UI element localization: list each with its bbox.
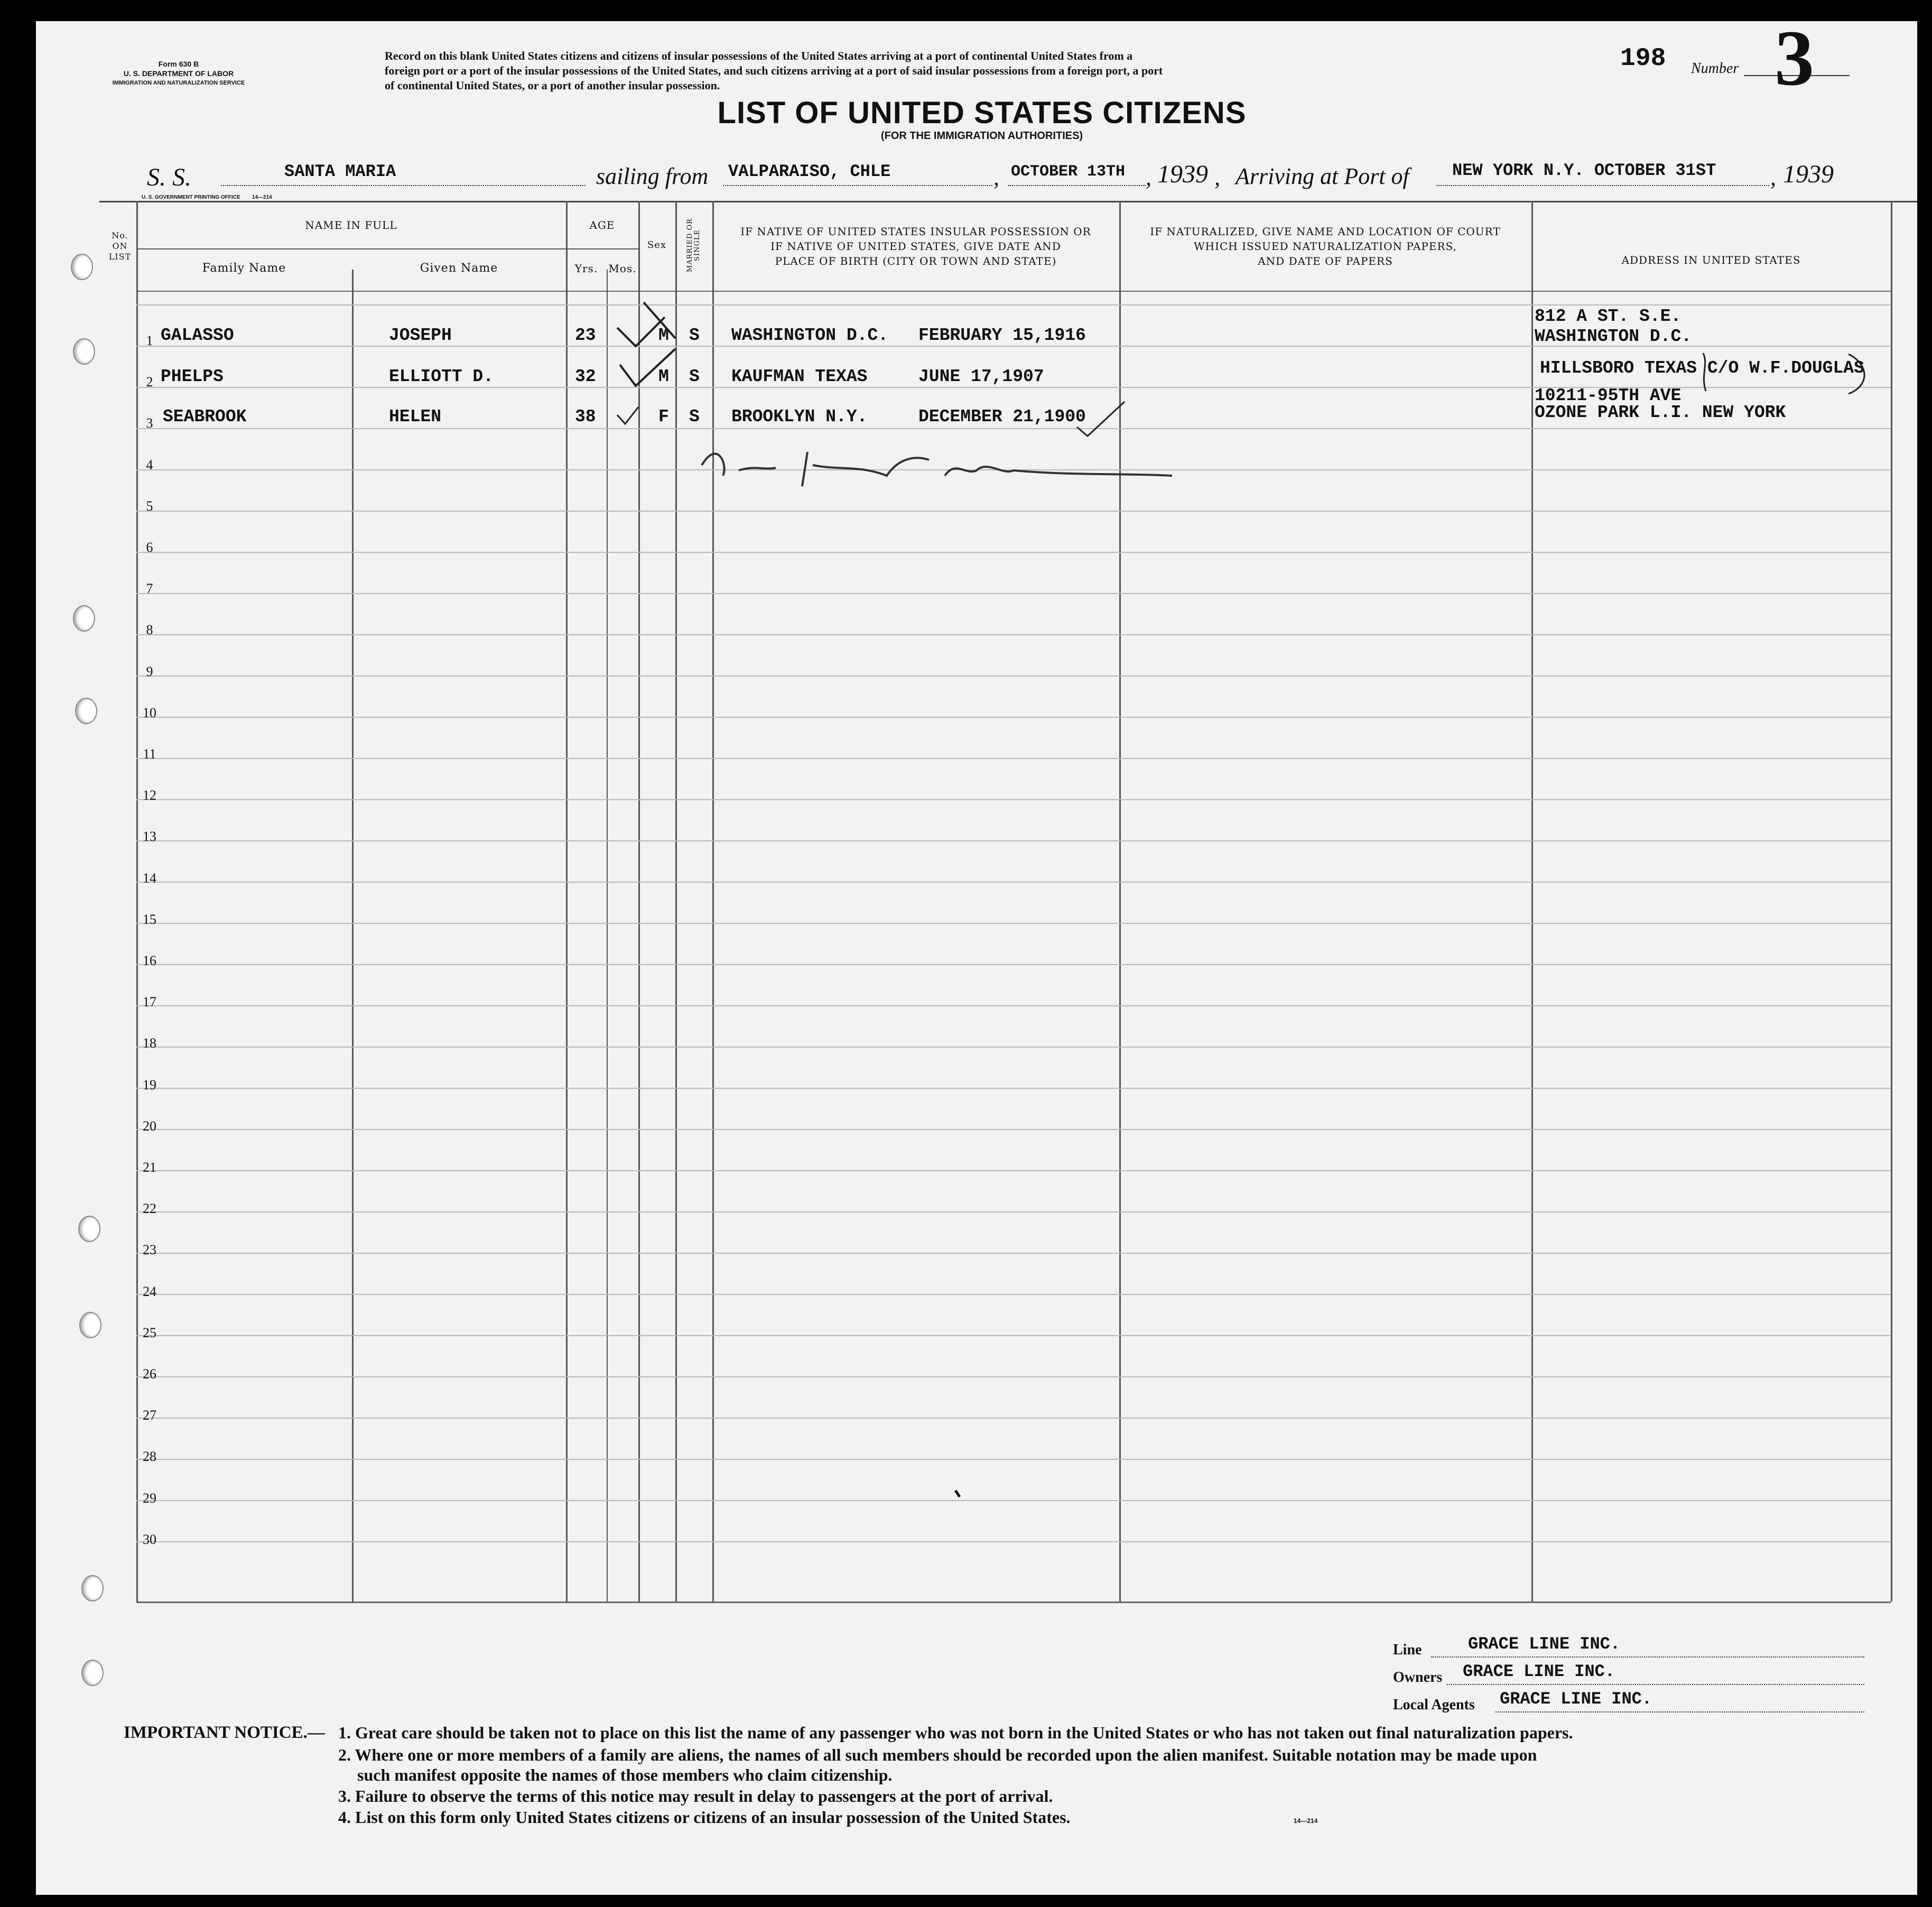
row-number: 2: [146, 374, 153, 390]
year-from: 1939: [1157, 160, 1208, 188]
col-married-single: MARRIED OR SINGLE: [686, 218, 701, 272]
row-number: 27: [143, 1408, 156, 1423]
owners-value: GRACE LINE INC.: [1463, 1662, 1615, 1681]
row-number: 4: [146, 457, 153, 473]
form-service: IMMIGRATION AND NATURALIZATION SERVICE: [112, 80, 245, 86]
given-name: JOSEPH: [389, 326, 452, 345]
row-number: 29: [143, 1490, 156, 1506]
row-number: 18: [143, 1035, 156, 1051]
age-years: 32: [575, 367, 596, 386]
sailing-label: sailing from: [596, 163, 709, 189]
row-number: 28: [143, 1449, 156, 1465]
col-no: No. ON LIST: [108, 230, 132, 262]
row-number: 8: [146, 622, 153, 638]
address-line-1: 10211-95TH AVE: [1535, 386, 1682, 405]
col-address: ADDRESS IN UNITED STATES: [1621, 254, 1801, 266]
row-number: 1: [146, 333, 153, 348]
owners-label: Owners: [1393, 1669, 1443, 1686]
row-number: 16: [143, 953, 156, 968]
family-name: PHELPS: [161, 367, 224, 386]
row-number: 11: [143, 746, 156, 762]
number-label: Number: [1691, 60, 1739, 77]
line-label: Line: [1393, 1642, 1422, 1658]
row-number: 21: [143, 1160, 156, 1175]
address-line-1: 812 A ST. S.E.: [1535, 307, 1682, 326]
row-number: 26: [143, 1366, 156, 1382]
given-name: HELEN: [389, 407, 442, 427]
row-number: 13: [143, 829, 156, 845]
row-number: 25: [143, 1325, 156, 1340]
sex: M: [658, 326, 669, 345]
age-years: 38: [575, 407, 596, 427]
col-naturalized: IF NATURALIZED, GIVE NAME AND LOCATION OF COURT WHICH ISSUED NATURALIZATION PAPERS, AND DATE OF PAPERS: [1150, 225, 1501, 267]
intro-line-1: Record on this blank United States citizens and citizens of insular possessions of the United States arriving at a port of continental United States from a: [385, 49, 1133, 62]
age-years: 23: [575, 326, 596, 345]
col-sex: Sex: [647, 239, 667, 251]
row-number: 10: [143, 705, 156, 720]
notice-item-1: 1. Great care should be taken not to place on this list the name of any passenger who was not born in the United States or who has not taken out final naturalization papers.: [338, 1723, 1573, 1742]
notice-label: IMPORTANT NOTICE.—: [124, 1723, 325, 1742]
address-line-1: HILLSBORO TEXAS C/O W.F.DOUGLAS: [1540, 358, 1864, 378]
row-number: 24: [143, 1283, 156, 1299]
handwritten-marks: [36, 21, 1917, 1895]
intro-line-3: of continental United States, or a port of another insular possession.: [385, 79, 720, 92]
local-agents-value: GRACE LINE INC.: [1500, 1689, 1652, 1709]
notice-item-2: 2. Where one or more members of a family are aliens, the names of all such members should be recorded upon the alien manifest. Suitable notation may be made upon: [338, 1745, 1537, 1764]
given-name: ELLIOTT D.: [389, 367, 494, 386]
stamp-number: 198: [1620, 44, 1666, 73]
row-number: 22: [143, 1201, 156, 1217]
marital-status: S: [689, 367, 700, 386]
form-number: Form 630 B: [158, 60, 199, 68]
row-number: 3: [146, 415, 153, 431]
family-name: GALASSO: [161, 326, 234, 345]
col-given-name: Given Name: [420, 262, 498, 275]
list-number: 3: [1775, 21, 1814, 102]
row-number: 23: [143, 1242, 156, 1258]
col-name-in-full: NAME IN FULL: [305, 219, 397, 232]
row-number: 6: [146, 540, 153, 555]
notice-code: 14—214: [1294, 1817, 1318, 1825]
ss-label: S. S.: [147, 163, 191, 191]
marital-status: S: [689, 326, 700, 345]
notice-item-4: 4. List on this form only United States citizens or citizens of an insular possession of the United States.: [338, 1808, 1071, 1827]
col-mos: Mos.: [608, 262, 637, 275]
col-birth: IF NATIVE OF UNITED STATES INSULAR POSSESSION OR IF NATIVE OF UNITED STATES, GIVE DATE AND PLACE OF BIRTH (CITY OR TOWN AND STATE): [740, 225, 1091, 267]
col-age: AGE: [589, 219, 615, 232]
date-from: OCTOBER 13TH: [1011, 163, 1126, 181]
row-number: 7: [146, 581, 153, 597]
notice-item-2-cont: such manifest opposite the names of those members who claim citizenship.: [357, 1765, 893, 1784]
row-number: 30: [143, 1531, 156, 1547]
birth-place: KAUFMAN TEXAS: [731, 367, 868, 386]
address-line-2: WASHINGTON D.C.: [1535, 327, 1692, 346]
notice-item-3: 3. Failure to observe the terms of this notice may result in delay to passengers at the port of arrival.: [338, 1786, 1053, 1806]
page-subtitle: (FOR THE IMMIGRATION AUTHORITIES): [880, 130, 1083, 142]
intro-line-2: foreign port or a port of the insular possessions of the United States, and such citizens arriving at a port of said insular possessions from a foreign port, a port: [385, 64, 1163, 77]
marital-status: S: [689, 407, 700, 427]
row-number: 15: [143, 911, 156, 927]
row-number: 19: [143, 1077, 156, 1093]
arriving-label: Arriving at Port of: [1236, 163, 1409, 189]
birth-date: JUNE 17,1907: [918, 367, 1044, 386]
family-name: SEABROOK: [163, 407, 247, 427]
row-number: 5: [146, 498, 153, 514]
row-number: 17: [143, 994, 156, 1010]
year-to: 1939: [1783, 160, 1834, 188]
sex: M: [658, 367, 669, 386]
local-agents-label: Local Agents: [1393, 1697, 1475, 1713]
row-number: 20: [143, 1118, 156, 1134]
row-number: 9: [146, 663, 153, 679]
port-from: VALPARAISO, CHLE: [728, 162, 891, 181]
manifest-sheet: Form 630 B U. S. DEPARTMENT OF LABOR IMMIGRATION AND NATURALIZATION SERVICE Record on this blank United States citizens and citizens of insular possessions of the United States arriving at a port of continental United States from a foreign port or a port of the insular possessions of the United States, and such citizens arriving at a port of said insular possessions from a foreign port, a port of continental United States, or a port of another insular possession. 198 Number 3 LIST OF UNITED STATES CITIZENS (FOR THE IMMIGRATION AUTHORITIES) S. S. SANTA MARIA sailing from VALPARAISO, CHLE , OCTOBER 13TH , 1939 , Arriving at Port of NEW YORK N.Y. OCTOBER 31ST , 1939 U. S. GOVERNMENT PRINTING OFFICE 14—214 No. ON LIST NAME IN FULL Family Name Given Name AGE Yrs. Mos. Sex MARRIED OR SINGLE IF NATIVE OF UNITED STATES INSULAR POSSESSION OR IF NATIVE OF UNITED STATES, GIVE DATE AND PLACE OF BIRTH (CITY OR TOWN AND STATE) IF NATURALIZED, GIVE NAME AND LOCATION OF COURT WHICH ISSUED NATURALIZATION PAPERS, AND DATE OF PAPERS ADDRESS IN UNITED STATES 1 2 3 4 5 6 7 8 9 10 11 12 13 14 15 16 17 18 19 20 21 22 23 24 25 26 27 28 29 30 GALASSO JOSEPH 23 M S WASHINGTON D.C. FEBRUARY 15,1916 812 A ST. S.E. WASHINGTON D.C. PHELPS ELLIOTT D. 32 M S KAUFMAN TEXAS JUNE 17,1907 HILLSBORO TEXAS C/O W.F.DOUGLAS SEABROOK HELEN 38 F S BROOKLYN N.Y. DECEMBER 21,1900 10211-95TH AVE OZONE PARK L.I. NEW YORK Line GRACE LINE INC. Owners GRACE LINE INC. Local Agents GRACE LINE INC. IMPORTANT NOTICE.— 1. Great care should be taken not to place on this list the name of any passenger who was not born in the United States or who has not taken out final naturalization papers. 2. Where one or more members of a family are aliens, the names of all such members should be recorded upon the alien manifest. Suitable notation may be made upon such manifest opposite the names of those members who claim citizenship. 3. Failure to observe the terms of this notice may result in delay to passengers at the port of arrival. 4. List on this form only United States citizens or citizens of an insular possession of the United States. 14—214: [36, 21, 1917, 1895]
line-value: GRACE LINE INC.: [1468, 1634, 1621, 1654]
port-to: NEW YORK N.Y. OCTOBER 31ST: [1452, 161, 1716, 180]
row-number: 12: [143, 788, 156, 803]
birth-place: BROOKLYN N.Y.: [731, 407, 868, 427]
col-family-name: Family Name: [202, 262, 286, 275]
ship-name: SANTA MARIA: [284, 162, 396, 181]
col-yrs: Yrs.: [574, 262, 598, 275]
address-line-2: OZONE PARK L.I. NEW YORK: [1535, 403, 1786, 422]
birth-date: DECEMBER 21,1900: [918, 407, 1086, 427]
printer-line: U. S. GOVERNMENT PRINTING OFFICE 14—214: [142, 195, 272, 200]
birth-place: WASHINGTON D.C.: [731, 326, 889, 345]
birth-date: FEBRUARY 15,1916: [918, 326, 1086, 345]
row-number: 14: [143, 870, 156, 886]
page-title: LIST OF UNITED STATES CITIZENS: [717, 96, 1247, 130]
form-department: U. S. DEPARTMENT OF LABOR: [123, 69, 234, 78]
sex: F: [658, 407, 669, 427]
